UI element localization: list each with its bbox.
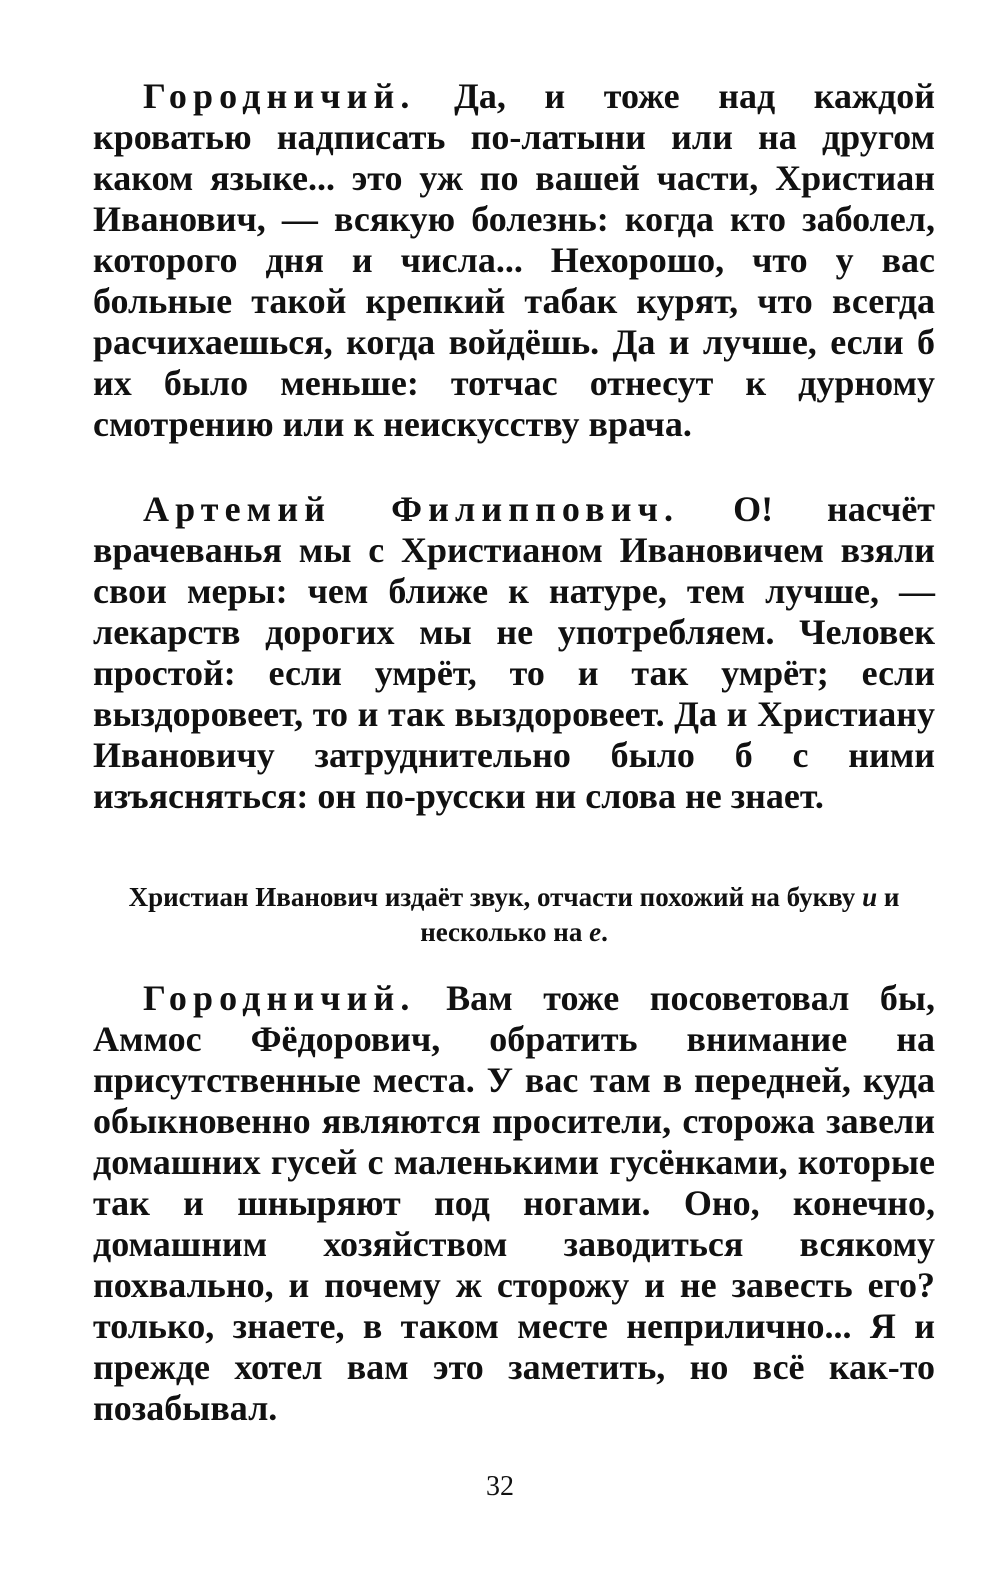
dialogue-text: Да, и тоже над каждой кроватью надписать по-латыни или на другом каком языке... это уж по вашей части, Христиан Иванович, — всякую болезнь: когда кто заболел, которого дня и числа... Нехорошо, что у вас больные такой крепкий табак курят, что всегда расчихаешься, когда войдёшь. Да и лучше, если б их было меньше: тотчас отнесут к дурному смотрению или к неискусству врача. <box>93 76 935 444</box>
stage-direction-text: и несколько на <box>420 882 900 947</box>
dialogue-paragraph <box>93 76 935 445</box>
page-number: 32 <box>486 1471 514 1502</box>
speaker-name: Городничий. <box>143 76 416 116</box>
dialogue-paragraph <box>93 978 935 1429</box>
stage-direction <box>93 880 935 950</box>
dialogue-text: Вам тоже посоветовал бы, Аммос Фёдорович, обратить внимание на присутственные места. У вас там в передней, куда обыкновенно являются просители, сторожа завели домашних гусей с маленькими гусёнками, которые так и шныряют под ногами. Оно, конечно, домашним хозяйством заводиться всякому похвально, и почему ж сторожу и не завесть его? только, знаете, в таком месте неприлично... Я и прежде хотел вам это заметить, но всё как-то позабывал. <box>93 978 935 1428</box>
dialogue-paragraph <box>93 489 935 817</box>
paragraph-3 <box>93 978 935 1429</box>
dialogue-text: О! насчёт врачеванья мы с Христианом Ивановичем взяли свои меры: чем ближе к натуре, тем лучше, — лекарств дорогих мы не употребляем. Человек простой: если умрёт, то и так умрёт; если выздоровеет, то и так выздоровеет. Да и Христиану Ивановичу затруднительно было б с ними изъясняться: он по-русски ни слова не знает. <box>93 489 935 816</box>
paragraph-2 <box>93 489 935 817</box>
stage-direction-text: Христиан Иванович издаёт звук, отчасти похожий на букву <box>128 882 863 912</box>
stage-direction-text: . <box>601 917 608 947</box>
stage-direction-letter: и <box>862 882 878 912</box>
speaker-name: Артемий Филиппович. <box>143 489 680 529</box>
speaker-name: Городничий. <box>143 978 416 1018</box>
paragraph-1 <box>93 76 935 445</box>
stage-direction-letter: е <box>589 917 602 947</box>
